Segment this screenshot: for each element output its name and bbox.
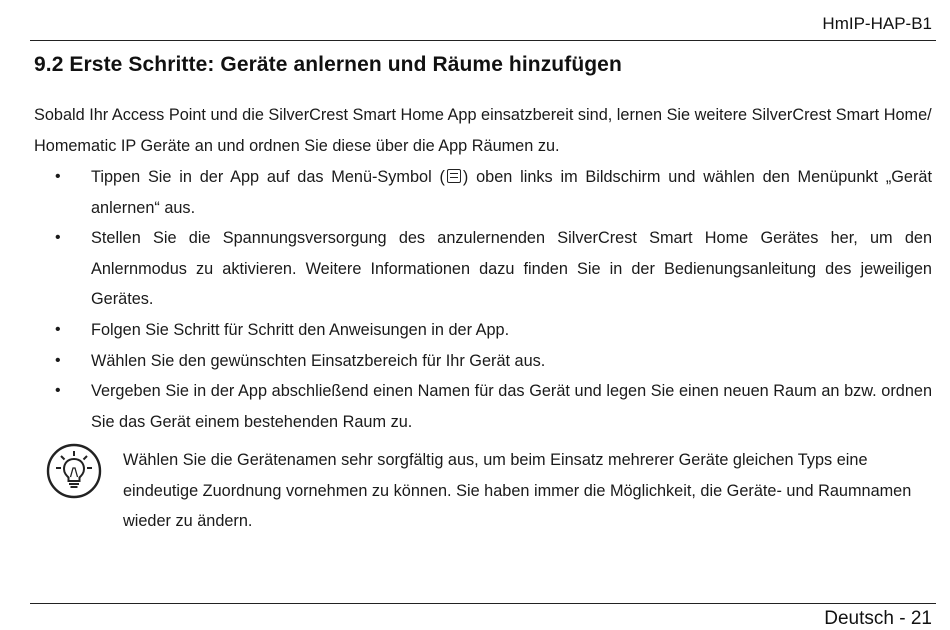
tip-text: Wählen Sie die Gerätenamen sehr sorgfältig aus, um beim Einsatz mehrerer Geräte gleichen Typs eine eindeutige Zuordnung vornehmen zu können. Sie haben immer die Möglichkeit, die Geräte- und Raumnamen wieder zu ändern.	[123, 451, 912, 530]
bullet-icon: •	[55, 351, 61, 369]
menu-symbol-icon	[447, 169, 461, 183]
list-item-text: Vergeben Sie in der App abschließend einen Namen für das Gerät und legen Sie einen neuen Raum an bzw. ordnen Sie das Gerät einem bestehenden Raum zu.	[91, 382, 932, 431]
bullet-icon: •	[55, 229, 61, 247]
list-item-text-start: Tippen Sie in der App auf das Menü-Symbol (	[91, 168, 445, 186]
steps-list	[34, 162, 932, 437]
list-item	[34, 315, 932, 346]
list-item	[34, 346, 932, 377]
page-number: Deutsch - 21	[824, 608, 932, 629]
list-item	[34, 162, 932, 223]
list-item-text: Stellen Sie die Spannungsversorgung des anzulernenden SilverCrest Smart Home Gerätes her, um den Anlernmodus zu aktivieren. Weitere Informationen dazu finden Sie in der Bedienungsanleitung des jeweiligen Gerätes.	[91, 229, 932, 309]
list-item	[34, 376, 932, 437]
footer-rule	[30, 603, 936, 604]
intro-paragraph: Sobald Ihr Access Point und die SilverCrest Smart Home App einsatzbereit sind, lernen Sie weitere SilverCrest Smart Home/ Homematic IP Geräte an und ordnen Sie diese über die App Räumen zu.	[34, 106, 932, 155]
section-heading: 9.2 Erste Schritte: Geräte anlernen und Räume hinzufügen	[34, 53, 622, 76]
lightbulb-icon	[45, 442, 103, 500]
bullet-icon: •	[55, 320, 61, 338]
bullet-icon: •	[55, 382, 61, 400]
header-rule	[30, 40, 936, 41]
list-item-text: Folgen Sie Schritt für Schritt den Anweisungen in der App.	[91, 320, 510, 339]
list-item-text-end: ) oben links im Bildschirm und wählen den Menüpunkt „Gerät anlernen“ aus.	[91, 168, 932, 217]
bullet-icon: •	[55, 168, 61, 185]
document-id: HmIP-HAP-B1	[822, 14, 932, 33]
list-item	[34, 223, 932, 315]
list-item-text: Wählen Sie den gewünschten Einsatzbereich für Ihr Gerät aus.	[91, 351, 546, 370]
